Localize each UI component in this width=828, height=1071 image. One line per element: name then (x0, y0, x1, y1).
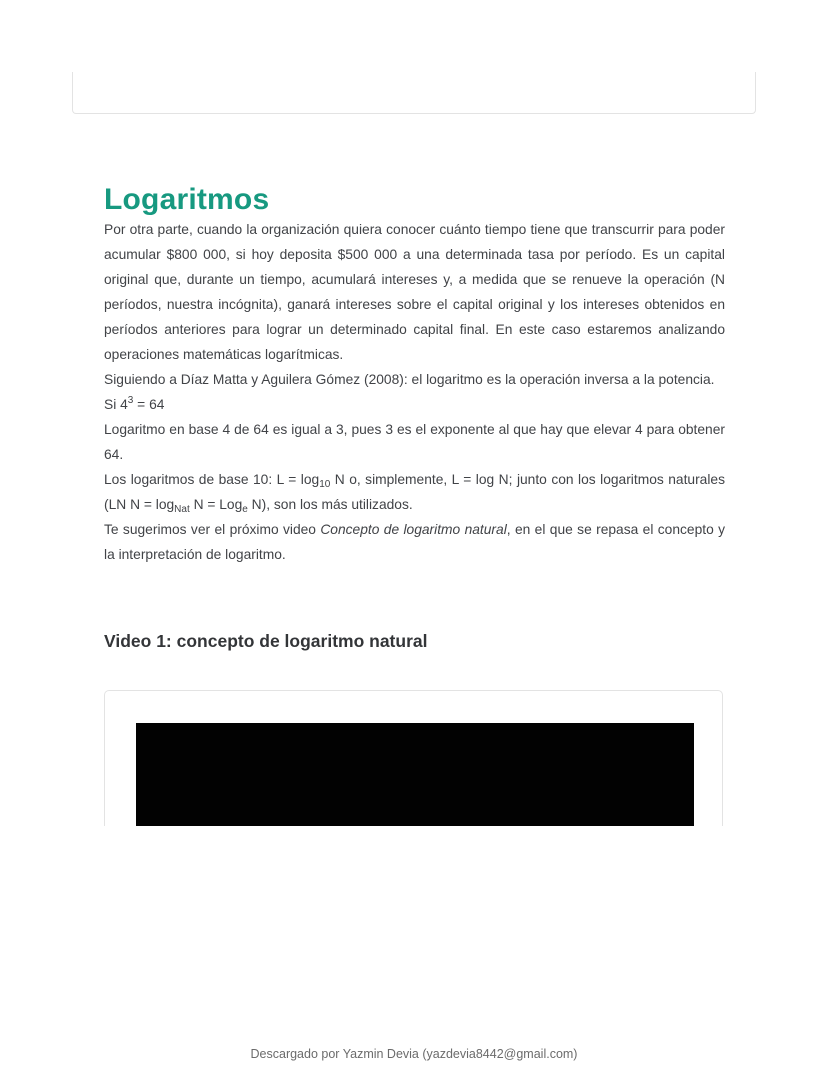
formula-exponent: 3 (127, 395, 134, 406)
suggestion-text-2: , en el que se repasa el concepto y la interpretación de logaritmo. (104, 522, 726, 562)
paragraph-video-suggestion (104, 517, 725, 567)
log-bases-text-4: N), son los más utilizados. (247, 497, 413, 512)
log-bases-text-2: N o, simplemente, L = log N; junto con los logaritmos naturales (LN N = log (104, 472, 725, 512)
log-subscript-10: 10 (319, 479, 331, 490)
log-bases-text-3: N = Log (189, 497, 243, 512)
video-card (104, 690, 723, 826)
video-section-heading: Video 1: concepto de logaritmo natural (104, 631, 428, 651)
paragraph-intro: Por otra parte, cuando la organización quiera conocer cuánto tiempo tiene que transcurrir para poder acumular $800 000, si hoy deposita $500 000 a una determinada tasa por período. Es un capital original que, durante un tiempo, acumulará intereses y, a medida que se renueve la operación (N períodos, nuestra incógnita), ganará intereses sobre el capital original y los intereses obtenidos en períodos anteriores para lograr un determinado capital final. En este caso estaremos analizando operaciones matemáticas logarítmicas. (104, 222, 725, 362)
formula-line (104, 392, 725, 417)
paragraph-explanation: Logaritmo en base 4 de 64 es igual a 3, pues 3 es el exponente al que hay que elevar 4 para obtener 64. (104, 422, 725, 462)
suggestion-text-1: Te sugerimos ver el próximo video (104, 522, 321, 537)
formula-result: = 64 (133, 397, 165, 412)
page-title: Logaritmos (104, 183, 270, 216)
document-body (104, 0, 725, 826)
video-player-placeholder[interactable] (136, 723, 694, 826)
paragraph-log-bases (104, 467, 725, 517)
paragraph-citation: Siguiendo a Díaz Matta y Aguilera Gómez (2008): el logaritmo es la operación inversa a la potencia. (104, 372, 715, 387)
log-subscript-e: e (242, 504, 248, 515)
log-subscript-nat: Nat (174, 504, 190, 515)
download-footer: Descargado por Yazmin Devia (yazdevia8442@gmail.com) (250, 1047, 578, 1061)
video-title-italic: Concepto de logaritmo natural (320, 522, 507, 537)
log-bases-text-1: Los logaritmos de base 10: L = log (104, 472, 320, 487)
formula-base: Si 4 (104, 397, 128, 412)
